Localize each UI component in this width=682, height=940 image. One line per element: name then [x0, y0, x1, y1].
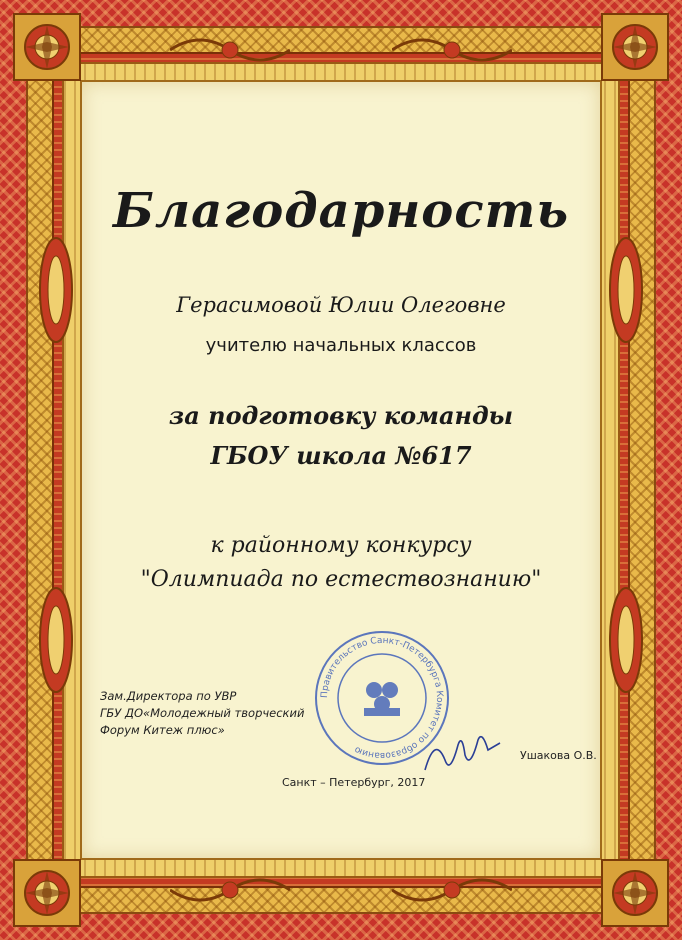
top-ornament-icon: [392, 30, 512, 70]
recipient-name: Герасимовой Юлии Олеговне: [176, 293, 506, 317]
signatory-position: [100, 688, 304, 739]
stamp-text: Правительство Санкт-Петербурга Комитет по образованию: [319, 635, 445, 761]
contest-line-2: "Олимпиада по естествознанию": [140, 567, 542, 592]
corner-ornament-icon: [12, 858, 82, 928]
contest-line-1: к районному конкурсу: [210, 533, 472, 558]
corner-ornament-icon: [12, 12, 82, 82]
side-medallion-icon: [36, 580, 76, 700]
top-ornament-icon: [170, 30, 290, 70]
corner-ornament-icon: [600, 858, 670, 928]
certificate-title: Благодарность: [113, 183, 569, 239]
signatory-line-1: Зам.Директора по УВР: [100, 689, 237, 703]
signatory-line-3: Форум Китеж плюс»: [100, 723, 225, 737]
bottom-ornament-icon: [170, 870, 290, 910]
place-date: Санкт – Петербург, 2017: [282, 776, 426, 789]
reason-line-2: ГБОУ школа №617: [210, 441, 472, 470]
handwritten-signature: [420, 725, 505, 780]
recipient-role: учителю начальных классов: [205, 335, 477, 356]
signatory-name: Ушакова О.В.: [520, 749, 597, 762]
bottom-ornament-icon: [392, 870, 512, 910]
side-medallion-icon: [606, 230, 646, 350]
side-medallion-icon: [36, 230, 76, 350]
side-medallion-icon: [606, 580, 646, 700]
signatory-line-2: ГБУ ДО«Молодежный творческий: [100, 706, 305, 720]
reason-line-1: за подготовку команды: [168, 401, 514, 430]
corner-ornament-icon: [600, 12, 670, 82]
